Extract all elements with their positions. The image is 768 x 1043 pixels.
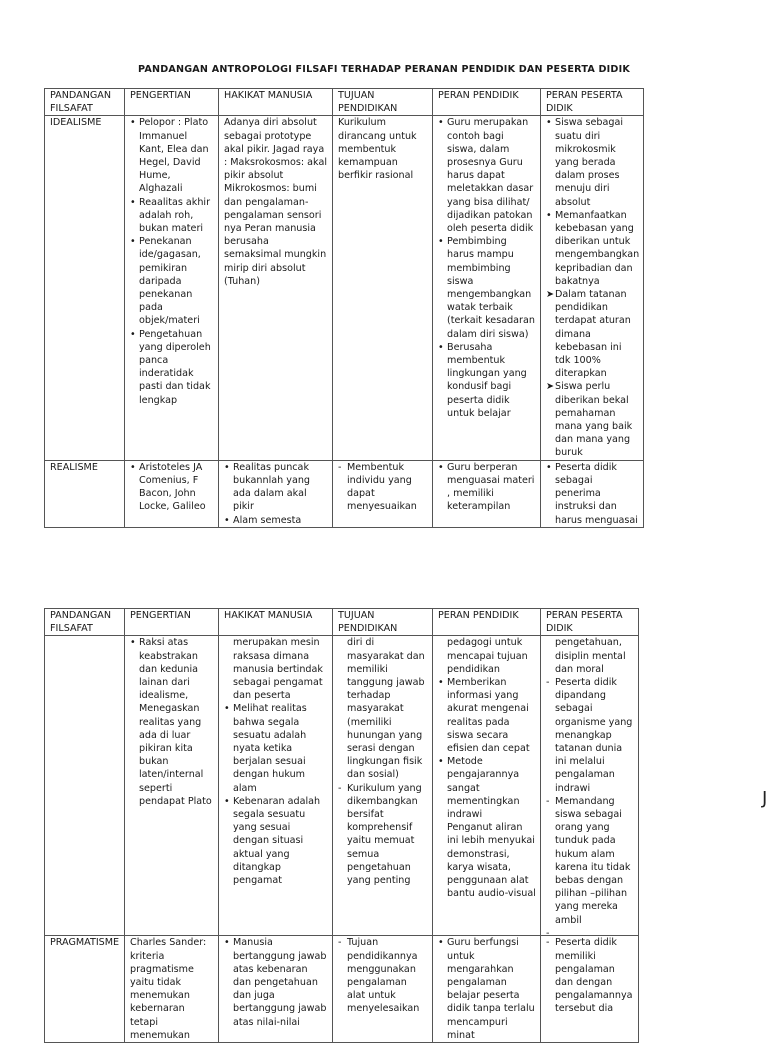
bullet-list [438, 461, 536, 514]
list-item-text: Memberikan informasi yang akurat mengenai realitas pada siswa secara efisien dan cepat [447, 677, 530, 755]
list-item [224, 514, 328, 527]
list-item [224, 461, 328, 514]
list-item-text: Memanfaatkan kebebasan yang diberikan untuk mengembangkan kepribadian dan bakatnya [555, 209, 640, 287]
list-item-text: Manusia bertanggung jawab atas kebenaran dan pengetahuan dan juga bertanggung jawab atas nilai-nilai [233, 937, 327, 1028]
list-item-text: pedagogi untuk mencapai tujuan pendidikan [447, 637, 528, 675]
list-item-text: Metode pengajarannya sangat mementingkan indrawi [447, 756, 520, 821]
bullet-marker: • [130, 196, 136, 208]
bullet-marker: • [438, 117, 444, 129]
bullet-marker: • [130, 328, 136, 340]
list-item-text: Siswa sebagai suatu diri mikrokosmik yang berada dalam proses menuju diri absolut [555, 117, 624, 208]
header-pengertian: PENGERTIAN [125, 609, 219, 636]
list-item [438, 341, 536, 420]
cell-tujuan [333, 460, 433, 527]
list-item [438, 235, 536, 341]
header-hakikat: HAKIKAT MANUSIA [219, 89, 333, 116]
cell-peserta [541, 460, 644, 527]
list-item [338, 782, 428, 888]
list-item [338, 636, 428, 781]
list-item [338, 461, 428, 514]
bullet-marker: • [546, 117, 552, 129]
list-item-text: Pengetahuan yang diperoleh panca inderatidak pasti dan tidak lengkap [139, 328, 211, 406]
cell-pengertian [125, 936, 219, 1043]
list-item [130, 235, 214, 327]
list-item-text: Berusaha membentuk lingkungan yang kondusif bagi peserta didik untuk belajar [447, 341, 527, 419]
bullet-list [130, 636, 214, 808]
cell-pengertian [125, 636, 219, 936]
bullet-marker: • [224, 703, 230, 715]
bullet-list [130, 116, 214, 406]
cell-pendidik [433, 936, 541, 1043]
list-item-text: Penekanan ide/gagasan, pemikiran daripada penekanan pada objek/materi [139, 236, 201, 327]
bullet-marker: - [338, 937, 342, 949]
list-item [546, 461, 639, 527]
list-item [438, 636, 536, 676]
list-item-text: Melihat realitas bahwa segala sesuatu adalah nyata ketika berjalan sesuai dengan hukum alam [233, 703, 307, 794]
bullet-marker: • [438, 341, 444, 353]
list-item-text: Kebenaran adalah segala sesuatu yang sesuai dengan situasi aktual yang ditangkap pengamat [233, 795, 321, 887]
header-pandangan: PANDANGAN FILSAFAT [45, 89, 125, 116]
bullet-list [224, 936, 328, 1028]
list-item-text: Tujuan pendidikannya menggunakan pengalaman alat untuk menyelesaikan [347, 937, 420, 1015]
bullet-marker: - [546, 677, 550, 689]
table-row-idealisme [45, 116, 644, 460]
header-peran-peserta: PERAN PESERTA DIDIK [541, 609, 639, 636]
list-item-text: Guru merupakan contoh bagi siswa, dalam prosesnya Guru harus dapat meletakkan dasar yang bisa dilihat/ dijadikan patokan oleh peserta didik [447, 117, 534, 235]
list-item-text: pengetahuan, disiplin mental dan moral [555, 637, 626, 675]
bullet-marker: • [224, 514, 230, 526]
bullet-marker: • [130, 461, 136, 473]
bullet-marker: • [224, 937, 230, 949]
header-peran-pendidik: PERAN PENDIDIK [433, 89, 541, 116]
cell-tujuan [333, 116, 433, 460]
cell-hakikat [219, 636, 333, 936]
bullet-list [438, 936, 536, 1042]
list-item [546, 936, 634, 1015]
list-item [438, 755, 536, 821]
header-tujuan: TUJUAN PENDIDIKAN [333, 89, 433, 116]
bullet-list [546, 936, 634, 1015]
cell-tujuan [333, 936, 433, 1043]
list-item [546, 676, 634, 795]
bullet-marker: - [546, 795, 550, 807]
cell-peserta [541, 116, 644, 460]
list-item [130, 328, 214, 407]
tujuan-text: Kurikulum dirancang untuk membentuk kemampuan berfikir rasional [338, 117, 417, 182]
list-item-text: Peserta didik dipandang sebagai organisme yang menangkap tatanan dunia ini melalui pengalaman indrawi [555, 677, 633, 794]
bullet-marker: • [546, 461, 552, 473]
bullet-list [546, 461, 639, 527]
cell-hakikat [219, 116, 333, 460]
row-name: PRAGMATISME [45, 936, 125, 1043]
header-peran-peserta: PERAN PESERTA DIDIK [541, 89, 644, 116]
cell-pendidik [433, 116, 541, 460]
bullet-marker: • [546, 209, 552, 221]
edge-glyph: J [762, 788, 768, 809]
cell-peserta [541, 636, 639, 936]
list-item [224, 636, 328, 702]
bullet-marker: • [130, 117, 136, 129]
list-item-text: merupakan mesin raksasa dimana manusia bertindak sebagai pengamat dan peserta [233, 637, 323, 702]
list-item [130, 461, 214, 514]
cell-pendidik [433, 636, 541, 936]
cell-hakikat [219, 460, 333, 527]
bullet-marker: • [438, 937, 444, 949]
header-hakikat: HAKIKAT MANUSIA [219, 609, 333, 636]
list-item [130, 636, 214, 808]
bullet-list [438, 636, 536, 900]
list-item-text: Guru berperan menguasai materi , memiliki keterampilan [447, 461, 535, 513]
list-item [438, 461, 536, 514]
bullet-marker: - [546, 937, 550, 949]
bullet-marker: • [438, 461, 444, 473]
bullet-marker: • [130, 236, 136, 248]
list-item-text: Peserta didik memiliki pengalaman dan dengan pengalamannya tersebut dia [555, 937, 633, 1015]
list-item [224, 936, 328, 1028]
list-item-text: diri di masyarakat dan memiliki tanggung jawab terhadap masyarakat (memiliki hunungan yang serasi dengan lingkungan fisik dan sosial) [347, 637, 425, 781]
bullet-marker: • [438, 677, 444, 689]
list-item [438, 676, 536, 755]
list-item [224, 702, 328, 794]
table-realisme-pragmatisme [44, 608, 639, 1043]
row-name [45, 636, 125, 936]
list-item-text: Alam semesta [233, 514, 302, 526]
list-item [438, 116, 536, 235]
header-tujuan: TUJUAN PENDIDIKAN [333, 609, 433, 636]
bullet-marker: ➤ [546, 289, 555, 301]
list-item [438, 821, 536, 900]
list-item [338, 936, 428, 1015]
bullet-list [338, 636, 428, 887]
cell-hakikat [219, 936, 333, 1043]
list-item-text: Realitas puncak bukannlah yang ada dalam akal pikir [233, 461, 310, 513]
bullet-list [438, 116, 536, 420]
list-item-text: Raksi atas keabstrakan dan kedunia lainan dari idealisme, Menegaskan realitas yang ada di luar pikiran kita bukan laten/internal seperti pendapat Plato [139, 637, 212, 807]
bullet-list [224, 636, 328, 887]
cell-pendidik [433, 460, 541, 527]
list-item [546, 636, 634, 676]
bullet-list [338, 936, 428, 1015]
list-item [438, 936, 536, 1042]
bullet-marker: - [546, 927, 550, 936]
table-row-realisme [45, 460, 644, 527]
row-name: REALISME [45, 460, 125, 527]
list-item-text: Peserta didik sebagai penerima instruksi dan harus menguasai [555, 461, 638, 526]
list-item-text: Aristoteles JA Comenius, F Bacon, John Locke, Galileo [139, 461, 206, 513]
pengertian-text: Charles Sander: kriteria pragmatisme yaitu tidak menemukan kebernaran tetapi menemukan [130, 937, 207, 1041]
cell-pengertian [125, 116, 219, 460]
bullet-marker: • [224, 461, 230, 473]
table-header-row [45, 609, 639, 636]
list-item-text: Membentuk individu yang dapat menyesuaikan [347, 461, 417, 513]
list-item-text: Pembimbing harus mampu membimbing siswa mengembangkan watak terbaik (terkait kesadaran dalam diri siswa) [447, 236, 535, 340]
row-name: IDEALISME [45, 116, 125, 460]
list-item [224, 795, 328, 887]
bullet-marker: - [338, 461, 342, 473]
table-idealisme-realisme [44, 88, 644, 528]
list-item [546, 209, 639, 288]
table-row-pragmatisme [45, 936, 639, 1043]
list-item [546, 116, 639, 208]
list-item-text: Reaalitas akhir adalah roh, bukan materi [139, 196, 211, 235]
list-item [130, 116, 214, 195]
list-item-text: Memandang siswa sebagai orang yang tunduk pada hukum alam karena itu tidak bebas dengan pilihan –pilihan yang mereka ambil [555, 795, 631, 926]
table-header-row [45, 89, 644, 116]
bullet-marker: ➤ [546, 381, 555, 393]
list-item-text: Dalam tatanan pendidikan terdapat aturan dimana kebebasan ini tdk 100% diterapkan [555, 289, 631, 380]
list-item-text: Kurikulum yang dikembangkan bersifat komprehensif yaitu memuat semua pengetahuan yang penting [347, 782, 422, 887]
bullet-list [546, 636, 634, 936]
cell-peserta [541, 936, 639, 1043]
bullet-marker: • [438, 756, 444, 768]
table-row-realisme-continued [45, 636, 639, 936]
bullet-list [546, 116, 639, 459]
list-item-text: Siswa perlu diberikan bekal pemahaman mana yang baik dan mana yang buruk [555, 381, 633, 459]
header-pengertian: PENGERTIAN [125, 89, 219, 116]
cell-pengertian [125, 460, 219, 527]
list-item [546, 380, 639, 459]
bullet-list [338, 461, 428, 514]
list-item [130, 196, 214, 236]
list-item [546, 795, 634, 927]
page-title: PANDANGAN ANTROPOLOGI FILSAFI TERHADAP PERANAN PENDIDIK DAN PESERTA DIDIK [138, 64, 630, 75]
bullet-list [130, 461, 214, 514]
list-item-text: Guru berfungsi untuk mengarahkan pengalaman belajar peserta didik tanpa terlalu mencampuri minat [447, 937, 535, 1041]
header-pandangan: PANDANGAN FILSAFAT [45, 609, 125, 636]
header-peran-pendidik: PERAN PENDIDIK [433, 609, 541, 636]
bullet-marker: • [224, 795, 230, 807]
list-item-text: Penganut aliran ini lebih menyukai demonstrasi, karya wisata, penggunaan alat bantu audio-visual [447, 822, 536, 900]
cell-tujuan [333, 636, 433, 936]
list-item-text: Pelopor : Plato Immanuel Kant, Elea dan Hegel, David Hume, Alghazali [139, 117, 209, 195]
list-item [546, 288, 639, 380]
hakikat-text: Adanya diri absolut sebagai prototype akal pikir. Jagad raya : Maksrokosmos: akal pikir absolut Mikrokosmos: bumi dan pengalaman-pengalaman sensori nya Peran manusia berusaha semaksimal mungkin mirip diri absolut (Tuhan) [224, 117, 327, 287]
bullet-marker: - [338, 782, 342, 794]
bullet-list [224, 461, 328, 527]
bullet-marker: • [130, 637, 136, 649]
bullet-marker: • [438, 236, 444, 248]
